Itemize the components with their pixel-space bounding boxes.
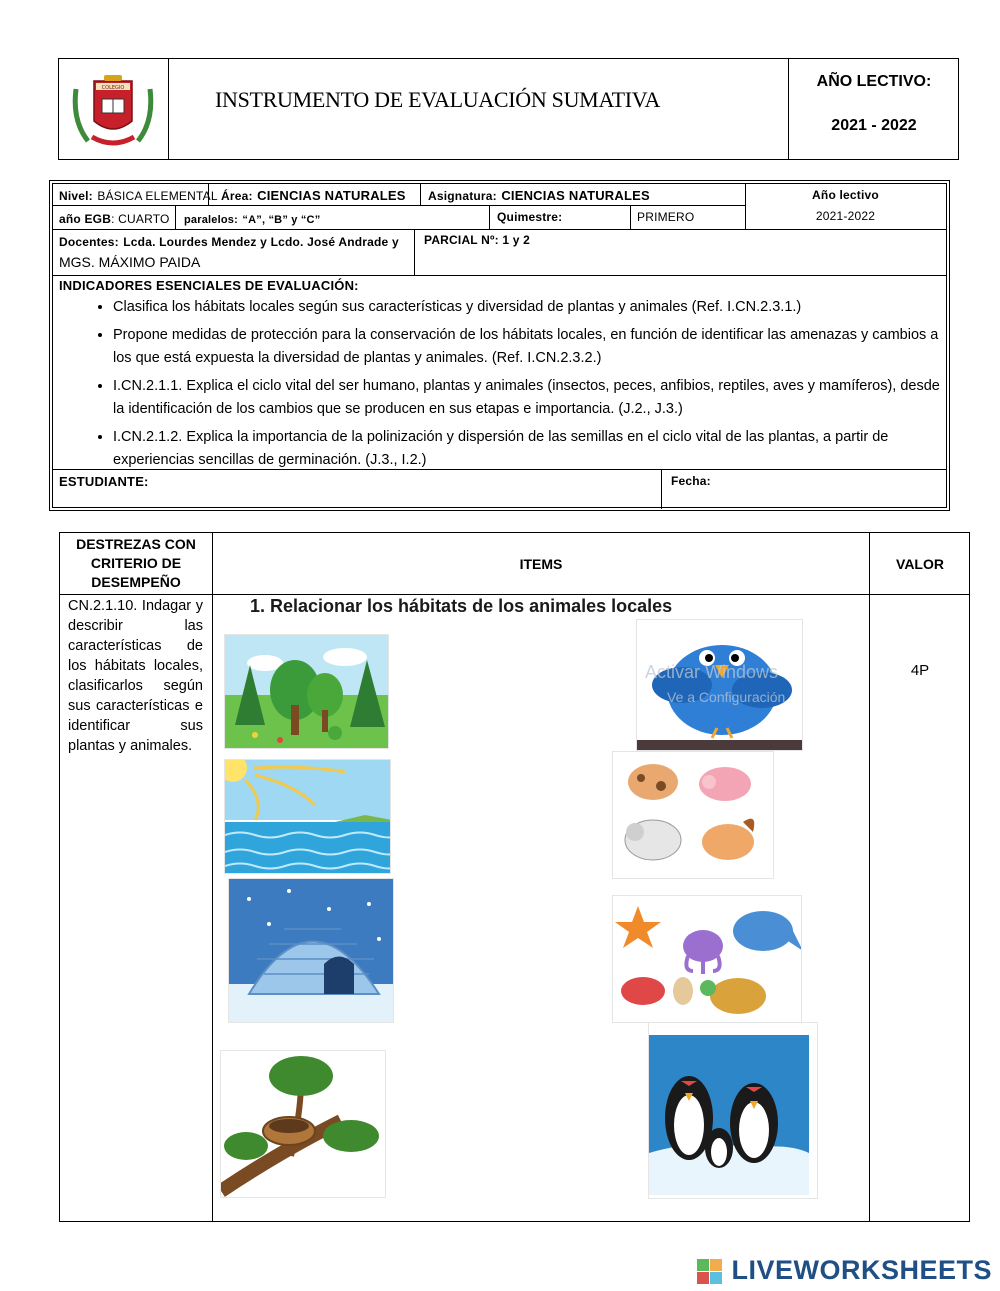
ano-lectivo-value: 2021-2022: [815, 209, 876, 223]
sea-animals-image[interactable]: [612, 895, 802, 1023]
info-table: [49, 180, 950, 511]
logo-cell: [59, 59, 169, 159]
document-title: INSTRUMENTO DE EVALUACIÓN SUMATIVA: [215, 87, 661, 112]
question-title: 1. Relacionar los hábitats de los animales locales: [250, 596, 673, 616]
items-table: [59, 532, 970, 1222]
fecha-label: Fecha:: [671, 474, 711, 488]
area-field: [221, 187, 406, 205]
destreza-text: CN.2.1.10. Indagar y describir las características de los hábitats locales, clasificarlos según sus características e identificar sus plantas y animales.: [68, 598, 203, 754]
row-divider: [53, 205, 745, 206]
nivel-label: Nivel:: [59, 189, 93, 203]
valor-value: 4P: [910, 662, 930, 679]
indicadores-title: INDICADORES ESENCIALES DE EVALUACIÓN:: [59, 278, 359, 293]
windows-watermark-1: Activar Windows: [645, 662, 779, 682]
area-label: Área:: [221, 189, 253, 203]
header-table: [58, 58, 959, 160]
valor-header: VALOR: [896, 556, 944, 572]
docentes-value-2: MGS. MÁXIMO PAIDA: [59, 254, 201, 270]
info-table-inner: [52, 183, 947, 508]
svg-text:COLEGIO: COLEGIO: [101, 85, 125, 91]
col-divider: [489, 205, 490, 229]
paralelos-label: paralelos:: [184, 214, 238, 226]
estudiante-label: ESTUDIANTE:: [59, 474, 149, 489]
asignatura-field: [428, 187, 650, 205]
col-divider: [212, 533, 213, 1221]
penguins-image[interactable]: [648, 1022, 818, 1199]
school-crest-icon: [68, 71, 158, 153]
col-divider: [420, 184, 421, 205]
year-label: AÑO LECTIVO:: [816, 73, 932, 90]
nivel-field: [59, 187, 218, 205]
ano-lectivo-label: Año lectivo: [812, 188, 879, 202]
windows-watermark-2: Ve a Configuración: [667, 689, 786, 705]
items-header: ITEMS: [519, 556, 563, 572]
area-value: CIENCIAS NATURALES: [257, 188, 406, 203]
paralelos-field: [184, 210, 320, 228]
row-divider: [53, 229, 946, 230]
ano-egb-label: año EGB: [59, 212, 112, 226]
docentes-value: Lcda. Lourdes Mendez y Lcdo. José Andrade y: [123, 235, 399, 249]
paralelos-value: “A”, “B” y “C”: [242, 214, 321, 226]
row-divider: [53, 275, 946, 276]
liveworksheets-logo-icon: [697, 1259, 723, 1290]
liveworksheets-brand[interactable]: LIVEWORKSHEETS: [731, 1255, 992, 1285]
asignatura-value: CIENCIAS NATURALES: [501, 188, 650, 203]
docentes-field: [59, 233, 399, 251]
year-cell: [788, 59, 958, 159]
year-value: 2021 - 2022: [831, 117, 917, 134]
asignatura-label: Asignatura:: [428, 189, 497, 203]
col-divider: [414, 229, 415, 275]
ano-egb-field: [59, 210, 170, 228]
tree-habitat-image[interactable]: [220, 1050, 386, 1198]
destrezas-header: DESTREZAS CON CRITERIO DE DESEMPEÑO: [76, 536, 196, 590]
col-divider: [869, 533, 870, 1221]
indicador-item: • I.CN.2.1.2. Explica la importancia de la polinización y dispersión de las semillas en el ciclo vital de las plantas, a partir de experiencias sencillas de germinación. (J.3., I.2.): [113, 426, 943, 472]
col-divider: [175, 205, 176, 229]
quimestre-label: Quimestre:: [497, 210, 563, 224]
nivel-value: BÁSICA ELEMENTAL: [97, 189, 218, 203]
quimestre-value: PRIMERO: [637, 210, 695, 224]
indicador-item: • I.CN.2.1.1. Explica el ciclo vital del ser humano, plantas y animales (insectos, peces, anfibios, reptiles, aves y mamíferos), desde la identificación de los cambios que se producen en sus etapas e importancia. (J.2., J.3.): [113, 375, 943, 421]
farm-animals-image[interactable]: [612, 751, 774, 879]
docentes-label: Docentes:: [59, 235, 119, 249]
indicador-item: • Clasifica los hábitats locales según sus características y diversidad de plantas y animales (Ref. I.CN.2.3.1.): [113, 296, 943, 319]
parcial-label: PARCIAL Nº: 1 y 2: [424, 233, 531, 247]
header-row-divider: [60, 594, 969, 595]
forest-habitat-image[interactable]: [224, 634, 389, 749]
ano-egb-value: : CUARTO: [111, 212, 170, 226]
sea-habitat-image[interactable]: [224, 759, 391, 874]
indicador-item: • Propone medidas de protección para la conservación de los hábitats locales, en función de identificar las amenazas y cambios a los que está expuesta la diversidad de plantas y animales. (Ref. I.CN.2.3.2.): [113, 324, 943, 370]
bird-animal-image[interactable]: [636, 619, 803, 751]
polar-habitat-image[interactable]: [228, 878, 394, 1023]
col-divider: [630, 205, 631, 229]
indicadores-list: [53, 296, 943, 477]
